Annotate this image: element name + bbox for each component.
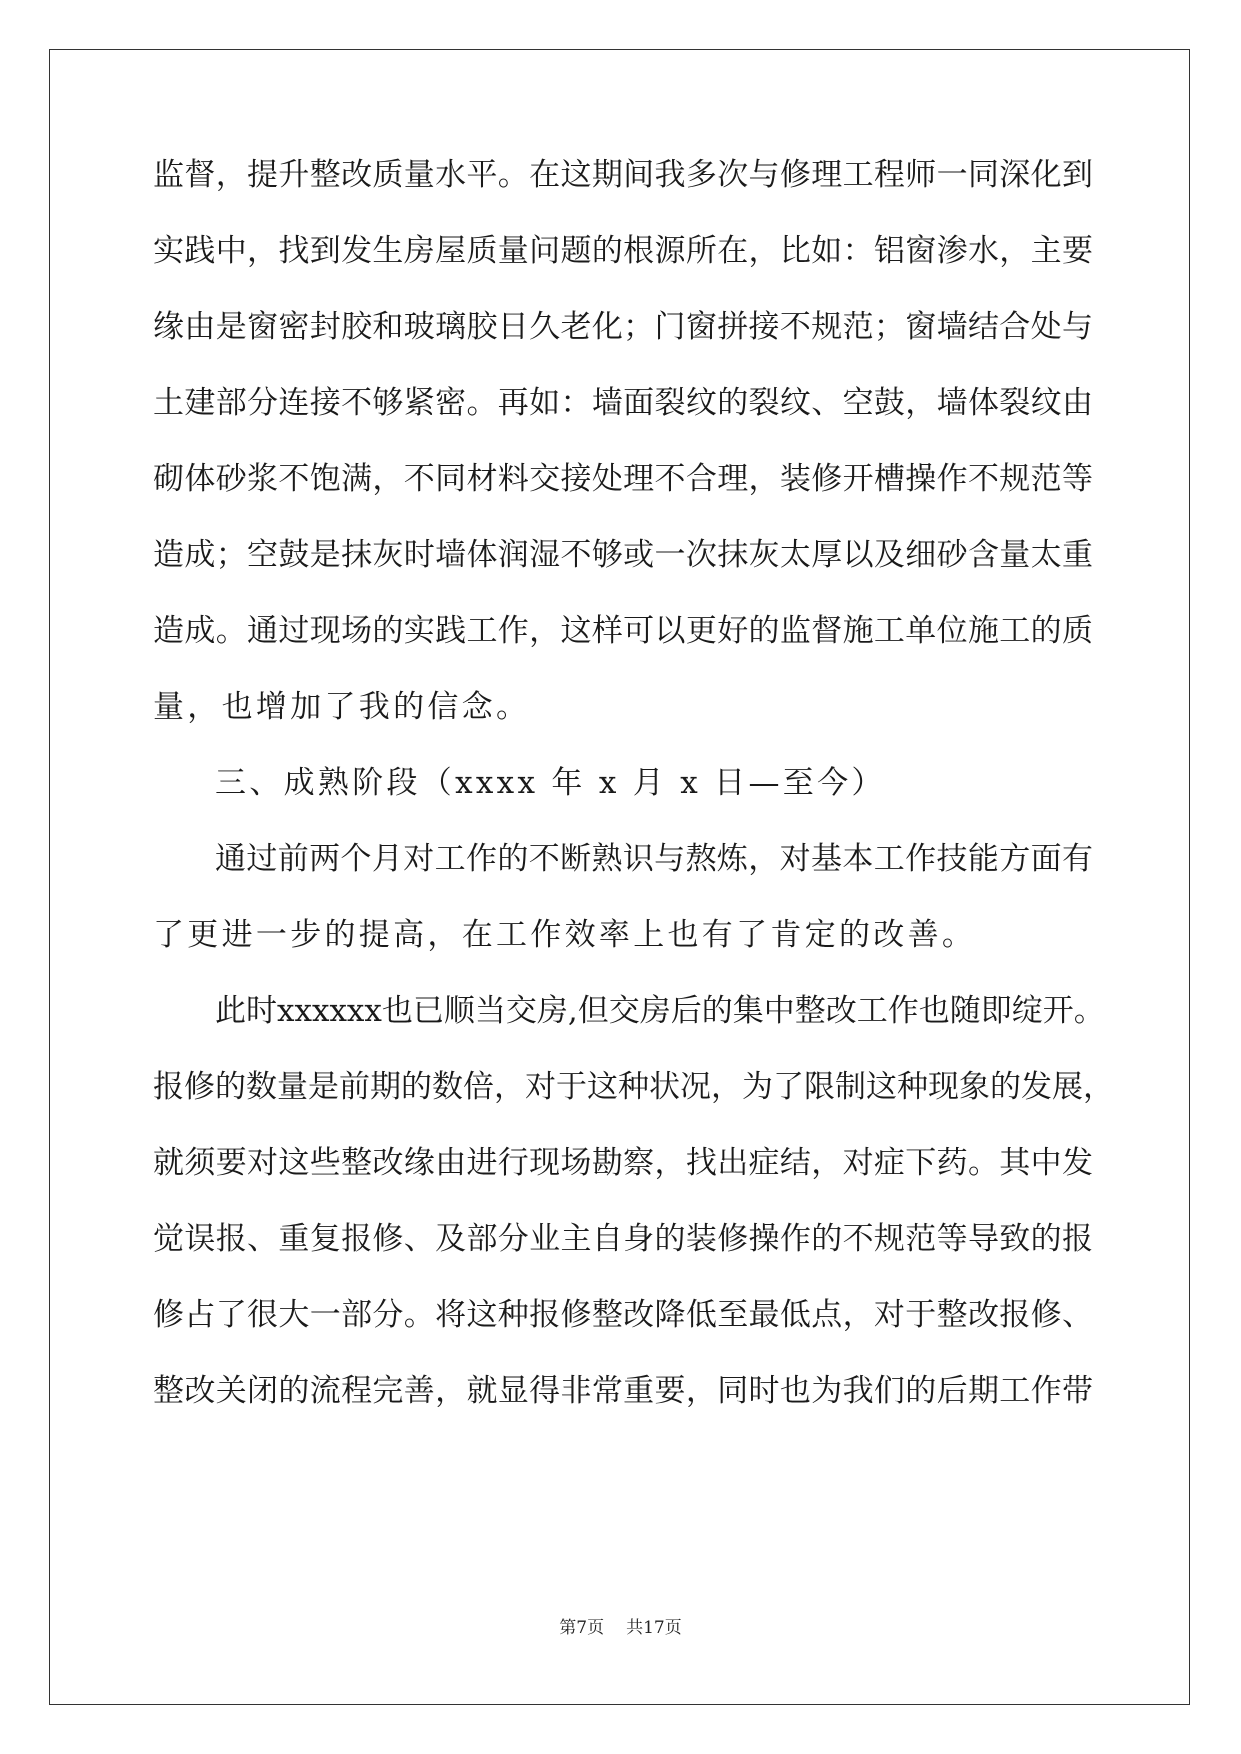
body-line: 就须要对这些整改缘由进行现场勘察，找出症结，对症下药。其中发 <box>153 1145 1093 1181</box>
body-line: 造成。通过现场的实践工作，这样可以更好的监督施工单位施工的质 <box>153 613 1093 649</box>
body-line: 土建部分连接不够紧密。再如：墙面裂纹的裂纹、空鼓，墙体裂纹由 <box>153 385 1093 421</box>
body-line: 报修的数量是前期的数倍，对于这种状况，为了限制这种现象的发展， <box>153 1069 1114 1105</box>
body-line: 量，也增加了我的信念。 <box>153 689 531 725</box>
section-heading: 三、成熟阶段（xxxx 年 x 月 x 日—至今） <box>215 765 886 801</box>
page-total: 共17页 <box>626 1618 682 1638</box>
body-line: 实践中，找到发生房屋质量问题的根源所在，比如：铝窗渗水，主要 <box>153 233 1093 269</box>
body-line: 觉误报、重复报修、及部分业主自身的装修操作的不规范等导致的报 <box>153 1221 1093 1257</box>
body-line: 监督，提升整改质量水平。在这期间我多次与修理工程师一同深化到 <box>153 157 1093 193</box>
body-line: 修占了很大一部分。将这种报修整改降低至最低点，对于整改报修、 <box>153 1297 1093 1333</box>
body-line: 整改关闭的流程完善，就显得非常重要，同时也为我们的后期工作带 <box>153 1373 1093 1409</box>
page-number: 第7页 <box>559 1618 605 1638</box>
body-line: 通过前两个月对工作的不断熟识与熬炼，对基本工作技能方面有 <box>215 841 1093 877</box>
body-line: 造成；空鼓是抹灰时墙体润湿不够或一次抹灰太厚以及细砂含量太重 <box>153 537 1093 573</box>
page-footer <box>0 1617 1241 1639</box>
body-line: 砌体砂浆不饱满，不同材料交接处理不合理，装修开槽操作不规范等 <box>153 461 1093 497</box>
body-line: 了更进一步的提高，在工作效率上也有了肯定的改善。 <box>153 917 977 953</box>
body-line: 此时xxxxxx也已顺当交房,但交房后的集中整改工作也随即绽开。 <box>215 993 1105 1029</box>
body-line: 缘由是窗密封胶和玻璃胶日久老化；门窗拼接不规范；窗墙结合处与 <box>153 309 1093 345</box>
